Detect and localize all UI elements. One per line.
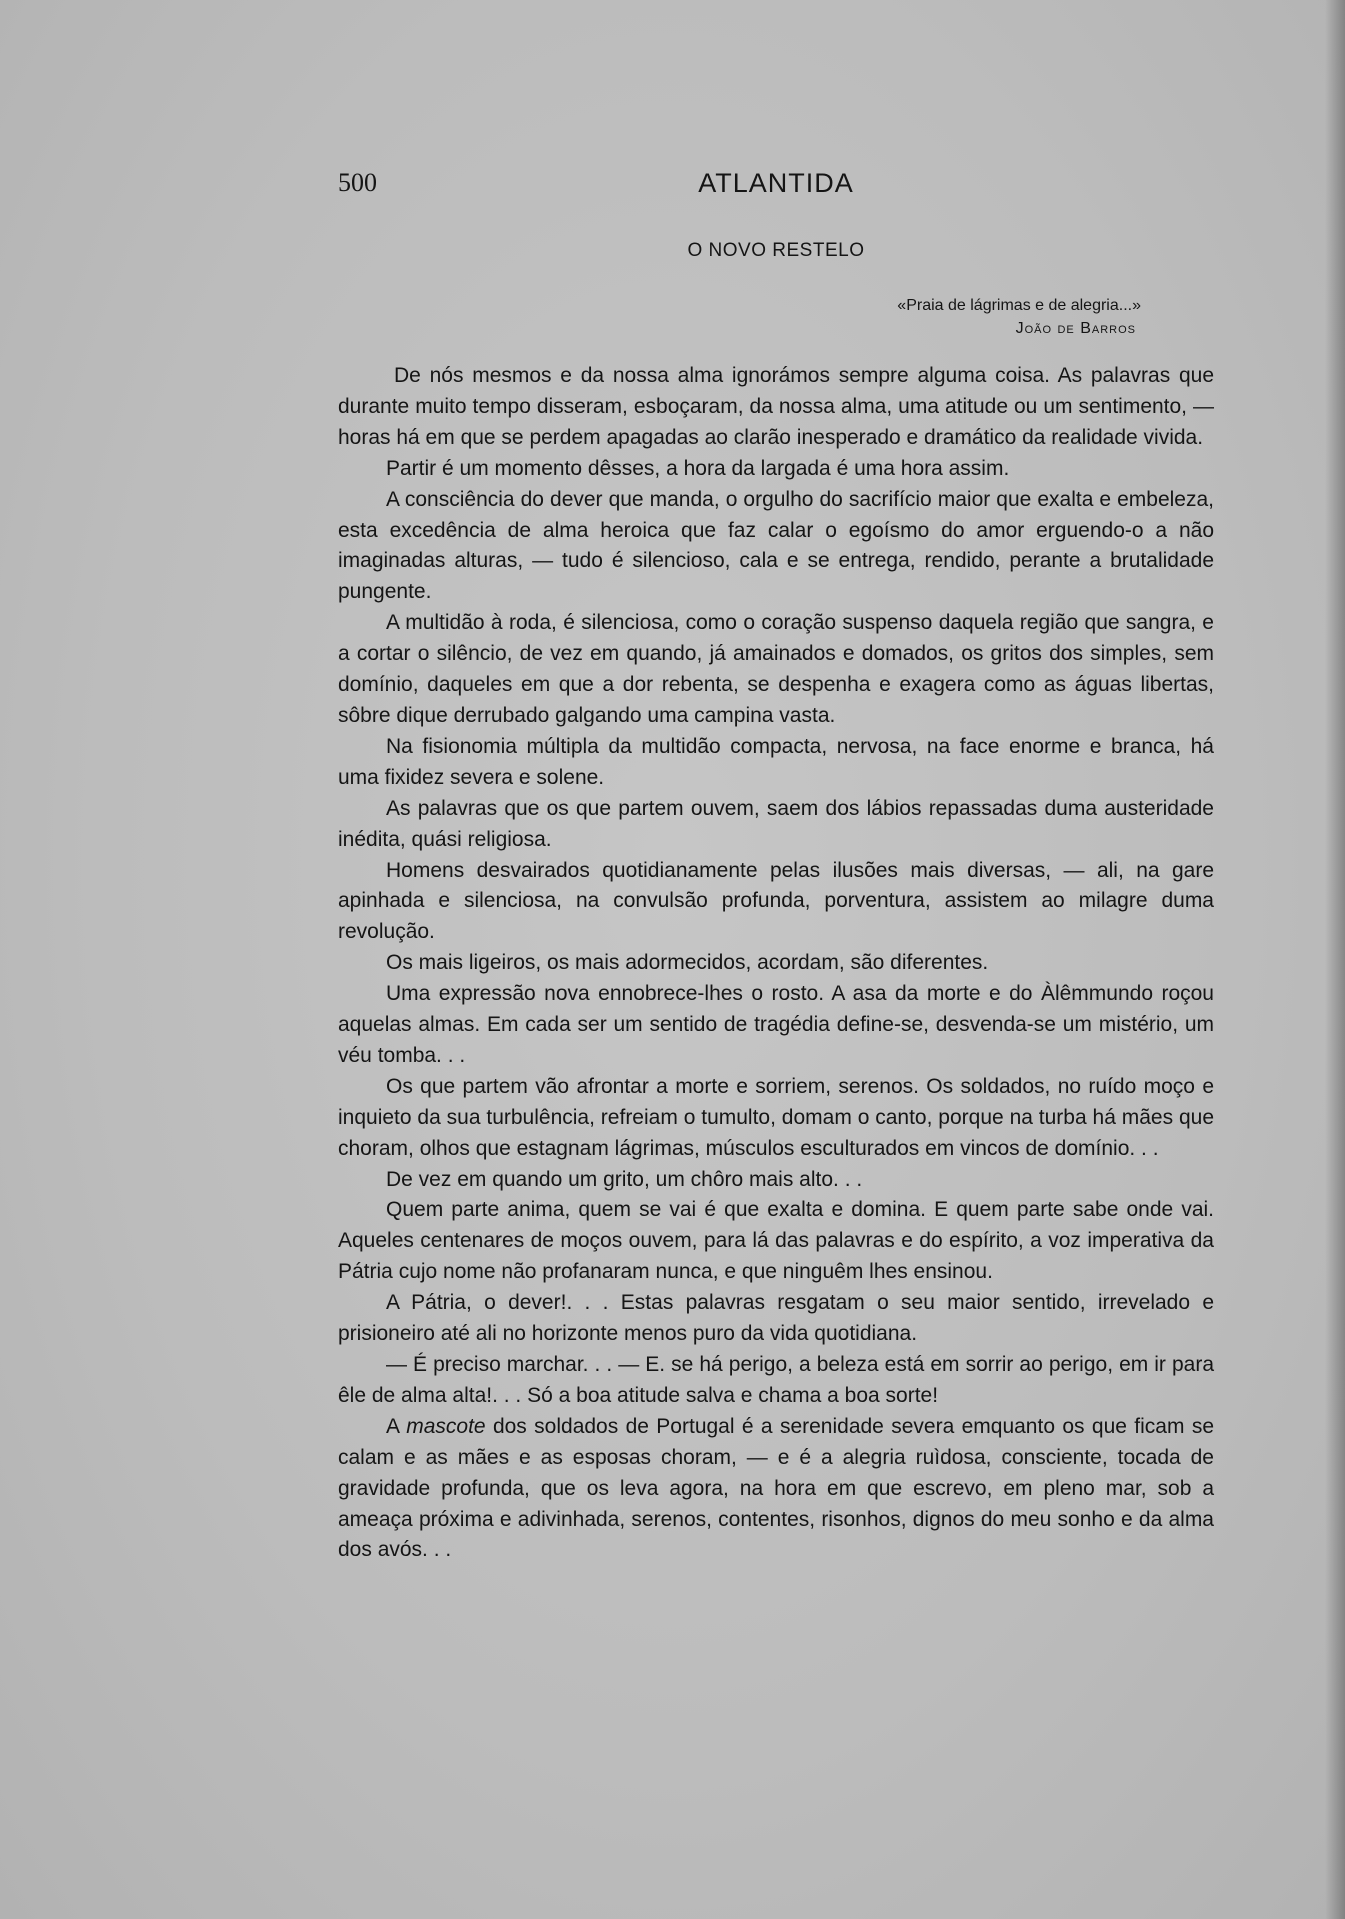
paragraph: Os que partem vão afrontar a morte e sorriem, serenos. Os soldados, no ruído moço e inquieto da sua turbulência, refreiam o tumulto, domam o canto, porque na turba há mães que choram, olhos que estagnam lágrimas, músculos esculturados em vincos de domínio. . .	[338, 1074, 1214, 1160]
page-number: 500	[338, 168, 377, 197]
paragraph: Uma expressão nova ennobrece-lhes o rosto. A asa da morte e do Àlêmmundo roçou aquelas almas. Em cada ser um sentido de tragédia define-se, desvenda-se um mistério, um véu tomba. . .	[338, 982, 1214, 1067]
paragraph: De nós mesmos e da nossa alma ignorámos sempre alguma coisa. As palavras que durante muito tempo disseram, esboçaram, da nossa alma, uma atitude ou um sentimento, — horas há em que se perdem apagadas ao clarão inesperado e dramático da realidade vivida.	[338, 364, 1214, 449]
article-body	[338, 361, 1214, 1566]
final-paragraph-rest: dos soldados de Portugal é a serenidade severa emquanto os que ficam se calam e as mães e as esposas choram, — e é a alegria ruìdosa, consciente, tocada de gravidade profunda, que os leva agora, na hora em que escrevo, em pleno mar, sob a ameaça próxima e adivinhada, serenos, contentes, risonhos, dignos do meu sonho e da alma dos avós. . .	[338, 1414, 1215, 1562]
paragraph: De vez em quando um grito, um chôro mais alto. . .	[386, 1167, 863, 1191]
page-edge-shadow	[1325, 0, 1345, 1919]
epigraph-author: João de Barros	[1015, 320, 1136, 337]
paragraph: As palavras que os que partem ouvem, saem dos lábios repassadas duma austeridade inédita, quási religiosa.	[338, 796, 1214, 851]
running-title: ATLANTIDA	[698, 168, 854, 198]
paragraph: Partir é um momento dêsses, a hora da largada é uma hora assim.	[386, 456, 1010, 480]
final-paragraph-start: A	[386, 1414, 407, 1438]
article-title: O NOVO RESTELO	[687, 240, 865, 261]
paragraph: A Pátria, o dever!. . . Estas palavras resgatam o seu maior sentido, irrevelado e prisioneiro até ali no horizonte menos puro da vida quotidiana.	[338, 1291, 1214, 1346]
epigraph-quote: «Praia de lágrimas e de alegria...»	[897, 297, 1141, 314]
paragraph: Quem parte anima, quem se vai é que exalta e domina. E quem parte sabe onde vai. Aqueles centenares de moços ouvem, para lá das palavras e do espírito, a voz imperativa da Pátria cujo nome não profanaram nunca, e que ninguêm lhes ensinou.	[338, 1198, 1214, 1284]
page-header	[338, 168, 1214, 208]
paragraph: Homens desvairados quotidianamente pelas ilusões mais diversas, — ali, na gare apinhada e silenciosa, na convulsão profunda, porventura, assistem ao milagre duma revolução.	[338, 858, 1214, 944]
final-paragraph	[338, 1412, 1214, 1567]
paragraph: — É preciso marchar. . . — E. se há perigo, a beleza está em sorrir ao perigo, em ir para êle de alma alta!. . . Só a boa atitude salva e chama a boa sorte!	[338, 1353, 1214, 1407]
paragraph: Os mais ligeiros, os mais adormecidos, acordam, são diferentes.	[386, 951, 989, 975]
paragraph: A consciência do dever que manda, o orgulho do sacrifício maior que exalta e embeleza, esta excedência de alma heroica que faz calar o egoísmo do amor erguendo-o a não imaginadas alturas, — tudo é silencioso, cala e se entrega, rendido, perante a brutalidade pungente.	[338, 487, 1214, 604]
epigraph	[338, 295, 1141, 341]
paragraph: A multidão à roda, é silenciosa, como o coração suspenso daquela região que sangra, e a cortar o silêncio, de vez em quando, já amainados e domados, os gritos dos simples, sem domínio, daqueles em que a dor rebenta, se despenha e exagera como as águas libertas, sôbre dique derrubado galgando uma campina vasta.	[338, 611, 1214, 727]
italic-word: mascote	[406, 1414, 486, 1438]
paragraph: Na fisionomia múltipla da multidão compacta, nervosa, na face enorme e branca, há uma fixidez severa e solene.	[338, 734, 1214, 789]
